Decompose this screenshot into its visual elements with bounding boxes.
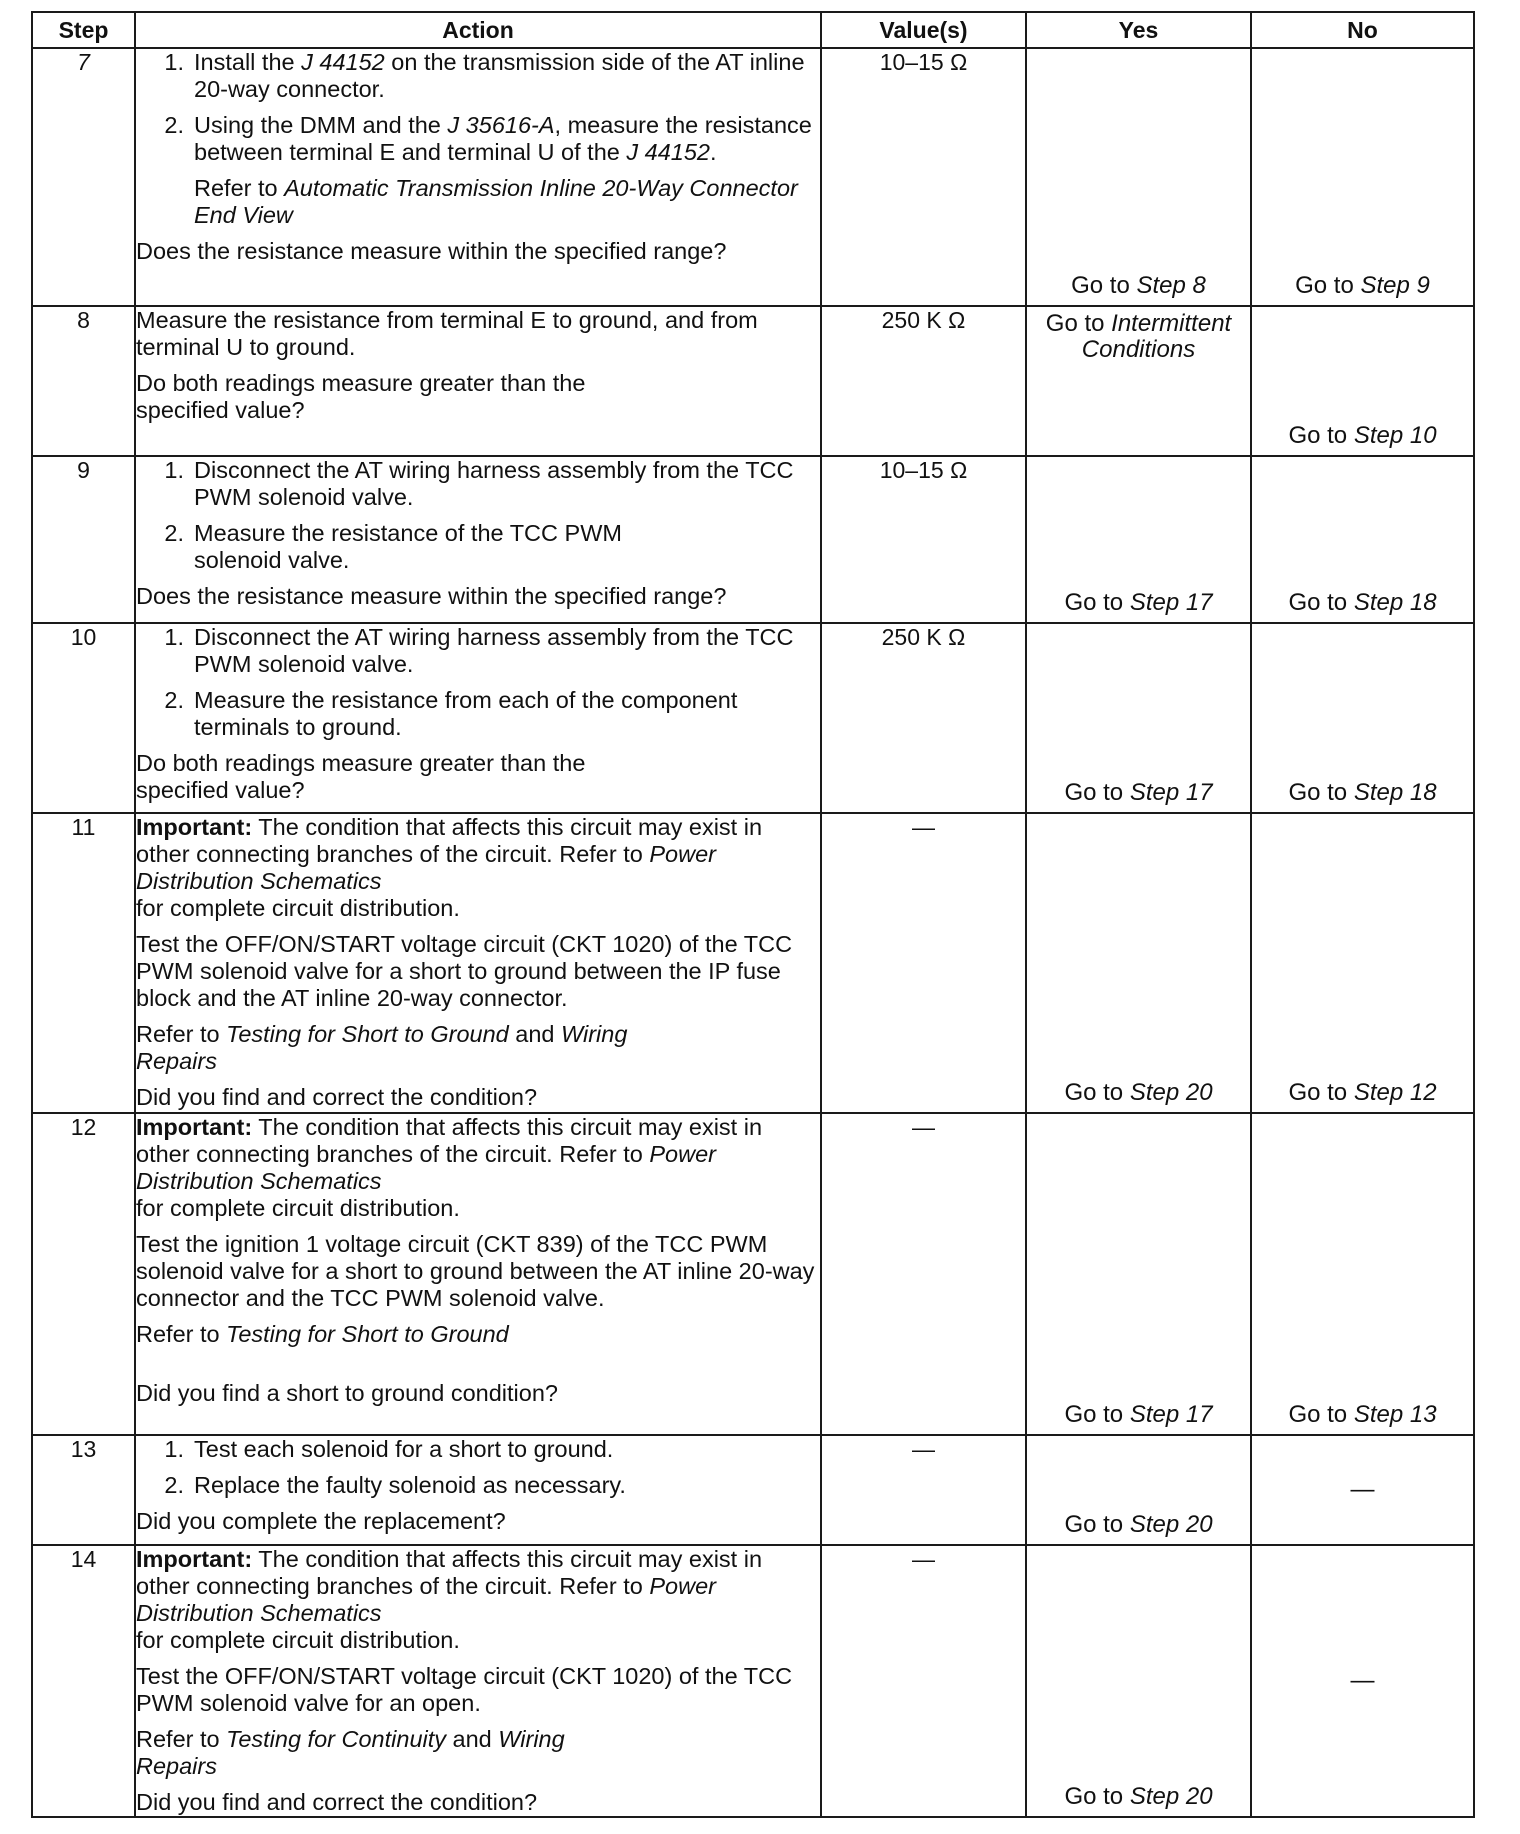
table-row-step-13 — [32, 1435, 1474, 1545]
action-text: Measure the resistance from terminal E to ground, and from terminal U to ground. — [136, 307, 758, 360]
action-cell — [135, 48, 821, 306]
value-cell: — — [821, 1113, 1026, 1435]
no-cell: Go to Step 9 — [1251, 48, 1474, 306]
action-cell — [135, 306, 821, 456]
no-cell: — — [1251, 1435, 1474, 1545]
step-number: 11 — [32, 813, 135, 1113]
question: Did you complete the replacement? — [136, 1508, 506, 1534]
test-instruction: Test the ignition 1 voltage circuit (CKT 839) of the TCC PWM solenoid valve for a short to ground between the AT inline 20-way connector and the TCC PWM solenoid valve. — [136, 1231, 815, 1311]
test-instruction: Test the OFF/ON/START voltage circuit (CKT 1020) of the TCC PWM solenoid valve for an open. — [136, 1663, 793, 1716]
diagnostic-table — [31, 11, 1475, 1818]
yes-cell: Go to Step 20 — [1026, 813, 1251, 1113]
value-cell: — — [821, 1545, 1026, 1817]
table-row-step-11 — [32, 813, 1474, 1113]
header-yes: Yes — [1026, 12, 1251, 48]
header-action: Action — [135, 12, 821, 48]
step-number: 12 — [32, 1113, 135, 1435]
important-note: Important: The condition that affects this circuit may exist in other connecting branches of the circuit. Refer to Power Distribution Schematics for complete circuit distribution. — [136, 1546, 763, 1653]
no-cell: Go to Step 12 — [1251, 813, 1474, 1113]
action-cell — [135, 813, 821, 1113]
action-cell — [135, 1113, 821, 1435]
question: Did you find and correct the condition? — [136, 1789, 538, 1815]
no-cell: — — [1251, 1545, 1474, 1817]
question: Did you find and correct the condition? — [136, 1084, 538, 1110]
action-item: 2. Replace the faulty solenoid as necessary. — [164, 1472, 626, 1498]
action-item: 1. Disconnect the AT wiring harness assembly from the TCC PWM solenoid valve. — [164, 457, 794, 510]
action-item: 2. Measure the resistance of the TCC PWM solenoid valve. — [164, 520, 622, 573]
question: Did you find a short to ground condition? — [136, 1380, 558, 1406]
question: Does the resistance measure within the specified range? — [136, 583, 727, 609]
step-number: 13 — [32, 1435, 135, 1545]
table-row-step-10 — [32, 623, 1474, 813]
header-values: Value(s) — [821, 12, 1026, 48]
header-row — [32, 12, 1474, 48]
step-number: 14 — [32, 1545, 135, 1817]
step-number: 8 — [32, 306, 135, 456]
important-note: Important: The condition that affects this circuit may exist in other connecting branches of the circuit. Refer to Power Distribution Schematics for complete circuit distribution. — [136, 814, 763, 921]
question: Do both readings measure greater than the specified value? — [136, 750, 586, 803]
refer-note: Refer to Automatic Transmission Inline 20-Way Connector End View — [194, 175, 798, 228]
question: Does the resistance measure within the specified range? — [136, 238, 727, 264]
table-row-step-12 — [32, 1113, 1474, 1435]
refer-note: Refer to Testing for Continuity and Wiring Repairs — [136, 1726, 565, 1779]
step-number: 10 — [32, 623, 135, 813]
important-note: Important: The condition that affects this circuit may exist in other connecting branches of the circuit. Refer to Power Distribution Schematics for complete circuit distribution. — [136, 1114, 763, 1221]
action-item: 1. Install the J 44152 on the transmission side of the AT inline 20-way connector. — [164, 49, 805, 102]
yes-cell: Go to Step 20 — [1026, 1545, 1251, 1817]
action-item: 1. Disconnect the AT wiring harness assembly from the TCC PWM solenoid valve. — [164, 624, 794, 677]
header-no: No — [1251, 12, 1474, 48]
table-row-step-8 — [32, 306, 1474, 456]
table-row-step-7 — [32, 48, 1474, 306]
action-cell — [135, 456, 821, 623]
table-row-step-14 — [32, 1545, 1474, 1817]
value-cell: 250 K Ω — [821, 623, 1026, 813]
value-cell: — — [821, 1435, 1026, 1545]
yes-cell: Go to Step 17 — [1026, 623, 1251, 813]
value-cell: 10–15 Ω — [821, 48, 1026, 306]
action-cell — [135, 1545, 821, 1817]
step-number: 9 — [32, 456, 135, 623]
table-row-step-9 — [32, 456, 1474, 623]
action-cell — [135, 623, 821, 813]
no-cell: Go to Step 13 — [1251, 1113, 1474, 1435]
refer-note: Refer to Testing for Short to Ground — [136, 1321, 509, 1347]
question: Do both readings measure greater than the specified value? — [136, 370, 586, 423]
action-item: 1. Test each solenoid for a short to ground. — [164, 1436, 614, 1462]
no-cell: Go to Step 18 — [1251, 623, 1474, 813]
action-item: 2. Measure the resistance from each of the component terminals to ground. — [164, 687, 738, 740]
step-number: 7 — [32, 48, 135, 306]
yes-cell: Go to Step 20 — [1026, 1435, 1251, 1545]
header-step: Step — [32, 12, 135, 48]
no-cell: Go to Step 18 — [1251, 456, 1474, 623]
value-cell: 250 K Ω — [821, 306, 1026, 456]
yes-cell: Go to Intermittent Conditions — [1026, 306, 1251, 456]
value-cell: 10–15 Ω — [821, 456, 1026, 623]
test-instruction: Test the OFF/ON/START voltage circuit (CKT 1020) of the TCC PWM solenoid valve for a short to ground between the IP fuse block and the AT inline 20-way connector. — [136, 931, 793, 1011]
refer-note: Refer to Testing for Short to Ground and Wiring Repairs — [136, 1021, 628, 1074]
yes-cell: Go to Step 17 — [1026, 1113, 1251, 1435]
yes-cell: Go to Step 17 — [1026, 456, 1251, 623]
action-cell — [135, 1435, 821, 1545]
value-cell: — — [821, 813, 1026, 1113]
action-item: 2. Using the DMM and the J 35616-A, measure the resistance between terminal E and terminal U of the J 44152. — [164, 112, 812, 165]
yes-cell: Go to Step 8 — [1026, 48, 1251, 306]
no-cell: Go to Step 10 — [1251, 306, 1474, 456]
